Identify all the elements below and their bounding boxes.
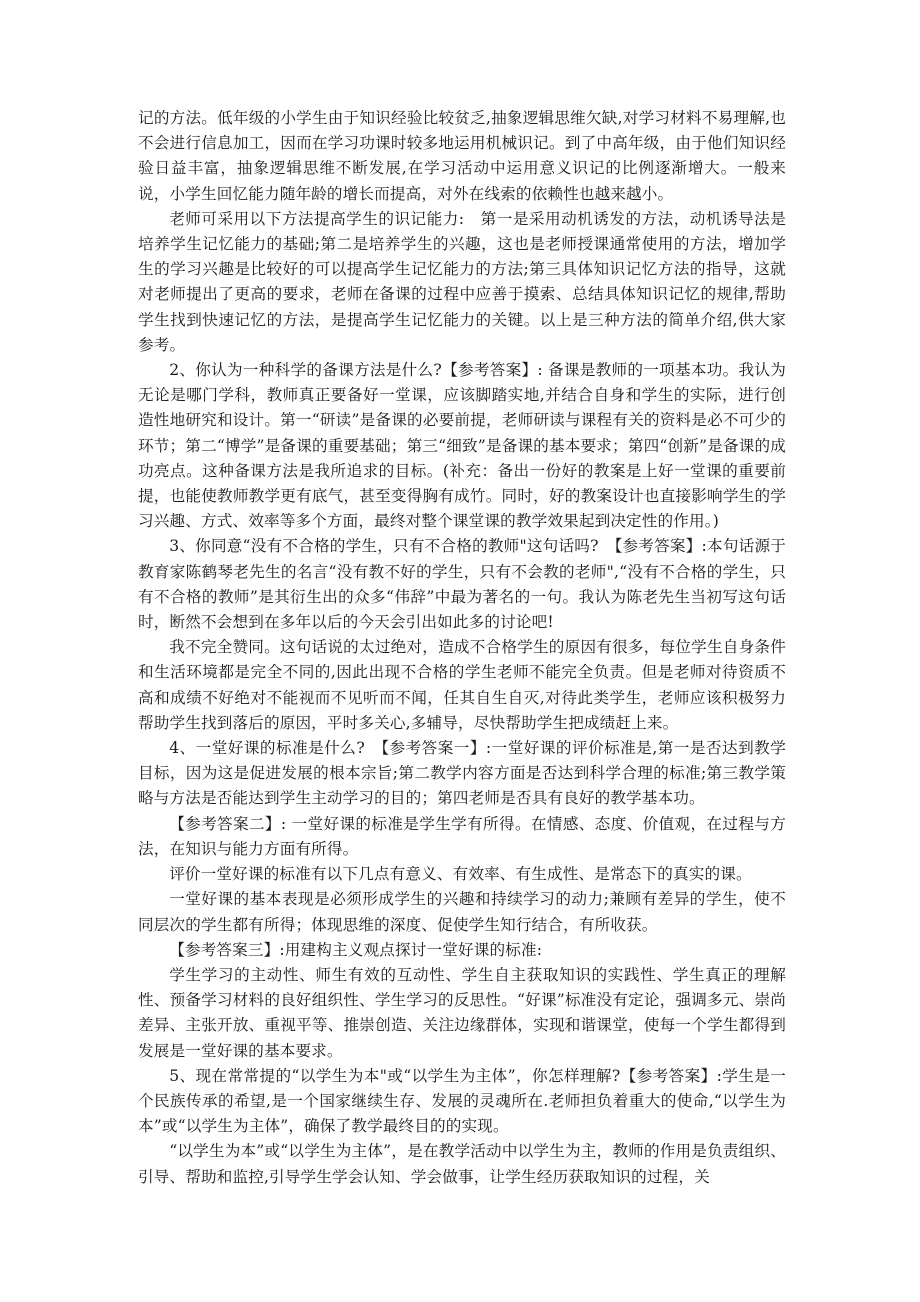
paragraph-7: 【参考答案二】: 一堂好课的标准是学生学有所得。在情感、态度、价值观，在过程与方法，在知识与能力方面有所得。	[138, 814, 786, 858]
paragraph-1: 记的方法。低年级的小学生由于知识经验比较贫乏,抽象逻辑思维欠缺,对学习材料不易理解,也不会进行信息加工，因而在学习功课时较多地运用机械识记。到了中高年级，由于他们知识经验日益丰富，抽象逻辑思维不断发展,在学习活动中运用意义识记的比例逐渐增大。一般来说，小学生回忆能力随年龄的增长而提高，对外在线索的依赖性也越来越小。	[138, 109, 786, 203]
paragraph-9: 一堂好课的基本表现是必须形成学生的兴趣和持续学习的动力;兼顾有差异的学生，使不同层次的学生都有所得；体现思维的深度、促使学生知行结合，有所收获。	[138, 890, 786, 934]
paragraph-4: 3、你同意“没有不合格的学生，只有不合格的教师"这句话吗? 【参考答案】:本句话源于教育家陈鹤琴老先生的名言“没有教不好的学生，只有不会教的老师",“没有不合格的学生，只有不合格的教师”是其衍生出的众多“伟辞”中最为著名的一句。我认为陈老先生当初写这句话时，断然不会想到在多年以后的今天会引出如此多的讨论吧!	[138, 537, 786, 632]
document-page	[138, 106, 786, 1286]
paragraph-10: 【参考答案三】:用建构主义观点探讨一堂好课的标准:	[169, 940, 543, 959]
paragraph-3: 2、你认为一种科学的备课方法是什么?【参考答案】: 备课是教师的一项基本功。我认为无论是哪门学科，教师真正要备好一堂课，应该脚踏实地,并结合自身和学生的实际，进行创造性地研究和设计。第一“研读”是备课的必要前提，老师研读与课程有关的资料是必不可少的环节；第二“博学”是备课的重要基础；第三“细致”是备课的基本要求；第四“创新”是备课的成功亮点。这种备课方法是我所追求的目标。(补充：备出一份好的教案是上好一堂课的重要前提，也能使教师教学更有底气，甚至变得胸有成竹。同时，好的教案设计也直接影响学生的学习兴趣、方式、效率等多个方面，最终对整个课堂课的教学效果起到决定性的作用。)	[138, 361, 786, 531]
paragraph-11: 学生学习的主动性、师生有效的互动性、学生自主获取知识的实践性、学生真正的理解性、预备学习材料的良好组织性、学生学习的反思性。“好课”标准没有定论，强调多元、崇尚差异、主张开放、重视平等、推崇创造、关注边缘群体，实现和谐课堂，使每一个学生都得到发展是一堂好课的基本要求。	[138, 965, 786, 1060]
paragraph-2: 老师可采用以下方法提高学生的识记能力: 第一是采用动机诱发的方法，动机诱导法是培养学生记忆能力的基础;第二是培养学生的兴趣，这也是老师授课通常使用的方法，增加学生的学习兴趣是比较好的可以提高学生记忆能力的方法;第三具体知识记忆方法的指导，这就对老师提出了更高的要求，老师在备课的过程中应善于摸索、总结具体知识记忆的规律,帮助学生找到快速记忆的方法，是提高学生记忆能力的关键。以上是三种方法的简单介绍,供大家参考。	[138, 209, 786, 354]
paragraph-6: 4、一堂好课的标准是什么? 【参考答案一】:一堂好课的评价标准是,第一是否达到教学目标，因为这是促进发展的根本宗旨;第二教学内容方面是否达到科学合理的标准;第三教学策略与方法是否能达到学生主动学习的目的；第四老师是否具有良好的教学基本功。	[138, 739, 786, 808]
paragraph-13: “以学生为本”或“以学生为主体”，是在教学活动中以学生为主，教师的作用是负责组织、引导、帮助和监控,引导学生学会认知、学会做事，让学生经历获取知识的过程，关	[138, 1142, 786, 1186]
paragraph-5: 我不完全赞同。这句话说的太过绝对，造成不合格学生的原因有很多，每位学生自身条件和生活环境都是完全不同的,因此出现不合格的学生老师不能完全负责。但是老师对待资质不高和成绩不好绝对不能视而不见听而不闻，任其自生自灭,对待此类学生，老师应该积极努力帮助学生找到落后的原因，平时多关心,多辅导，尽快帮助学生把成绩赶上来。	[138, 638, 786, 732]
paragraph-8: 评价一堂好课的标准有以下几点有意义、有效率、有生成性、是常态下的真实的课。	[169, 865, 752, 884]
paragraph-12: 5、现在常常提的“以学生为本"或“以学生为主体”，你怎样理解?【参考答案】:学生是一个民族传承的希望,是一个国家继续生存、发展的灵魂所在.老师担负着重大的使命,“以学生为本”或“以学生为主体”，确保了教学最终目的的实现。	[138, 1066, 786, 1136]
